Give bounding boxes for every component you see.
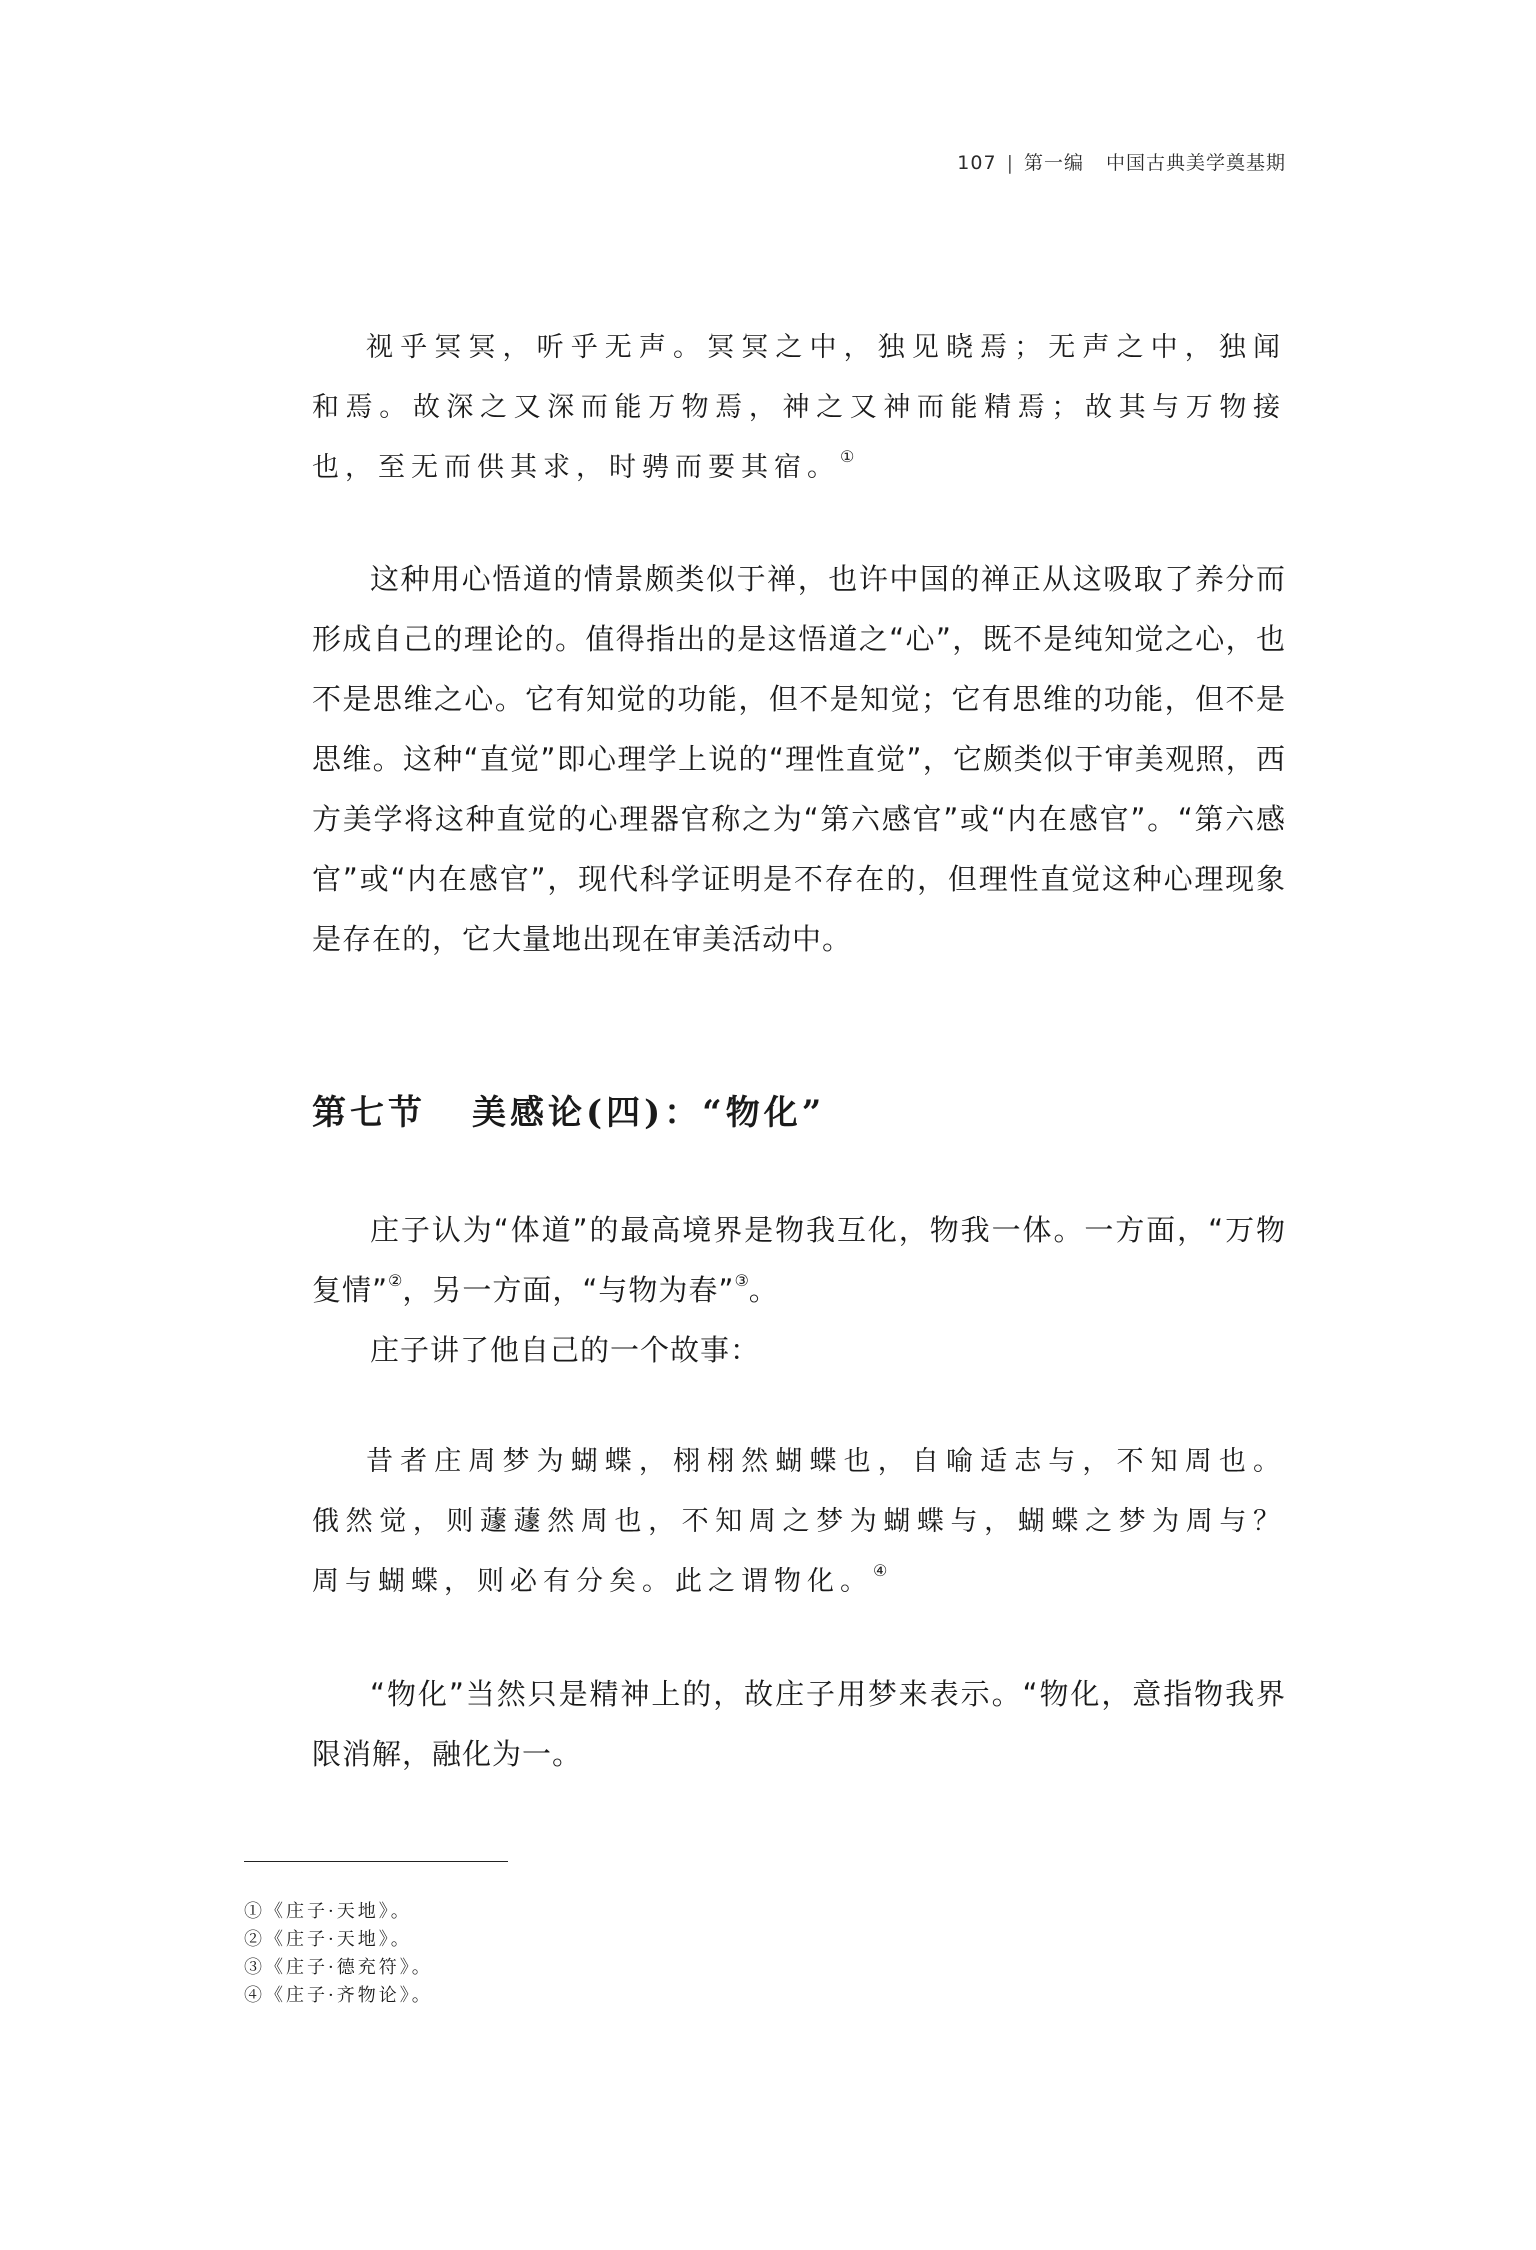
header-title: 中国古典美学奠基期	[1105, 152, 1286, 174]
block-quote-2	[312, 1432, 1286, 1612]
paragraph-1: 这种用心悟道的情景颇类似于禅，也许中国的禅正从这吸取了养分而形成自己的理论的。值得指出的是这悟道之“心”，既不是纯知觉之心，也不是思维之心。它有知觉的功能，但不是知觉；它有思维的功能，但不是思维。这种“直觉”即心理学上说的“理性直觉”，它颇类似于审美观照，西方美学将这种直觉的心理器官称之为“第六感官”或“内在感官”。“第六感官”或“内在感官”，现代科学证明是不存在的，但理性直觉这种心理现象是存在的，它大量地出现在审美活动中。	[312, 562, 1286, 956]
footnote-4: ④《庄子·齐物论》。	[244, 1985, 433, 2006]
running-header	[957, 148, 1286, 175]
block-quote-1	[312, 318, 1286, 498]
footnote-3: ③《庄子·德充符》。	[244, 1957, 433, 1978]
paragraph-2-text-b: ，另一方面，“与物为春”	[402, 1273, 735, 1307]
paragraph-4: “物化”当然只是精神上的，故庄子用梦来表示。“物化，意指物我界限消解，融化为一。	[312, 1677, 1286, 1771]
paragraph-2-text-c: 。	[748, 1273, 779, 1307]
header-part: 第一编	[1023, 152, 1084, 174]
section-title: 美感论(四)：“物化”	[472, 1093, 826, 1133]
block-quote-1-text: 视乎冥冥，听乎无声。冥冥之中，独见晓焉；无声之中，独闻和焉。故深之又深而能万物焉，神之又神而能精焉；故其与万物接也，至无而供其求，时骋而要其宿。	[312, 332, 1286, 483]
section-number: 第七节	[312, 1093, 426, 1133]
footnote-1: ①《庄子·天地》。	[244, 1901, 412, 1922]
page-number: 107	[957, 152, 997, 174]
footnote-ref-3: ③	[734, 1271, 749, 1290]
paragraph-3: 庄子讲了他自己的一个故事：	[370, 1333, 761, 1367]
footnotes	[244, 1898, 433, 2010]
header-separator: |	[1006, 152, 1014, 174]
footnote-2: ②《庄子·天地》。	[244, 1929, 412, 1950]
paragraph-2	[312, 1200, 1286, 1320]
footnote-ref-1: ①	[840, 447, 855, 466]
footnote-ref-4: ④	[873, 1561, 888, 1580]
block-quote-2-text: 昔者庄周梦为蝴蝶，栩栩然蝴蝶也，自喻适志与，不知周也。俄然觉，则蘧蘧然周也，不知周之梦为蝴蝶与，蝴蝶之梦为周与？周与蝴蝶，则必有分矣。此之谓物化。	[312, 1446, 1286, 1597]
footnote-divider	[244, 1861, 508, 1862]
paragraph-2-text-a: 庄子认为“体道”的最高境界是物我互化，物我一体。一方面，“万物复情”	[312, 1213, 1286, 1307]
section-heading	[312, 1085, 825, 1134]
footnote-ref-2: ②	[388, 1271, 403, 1290]
